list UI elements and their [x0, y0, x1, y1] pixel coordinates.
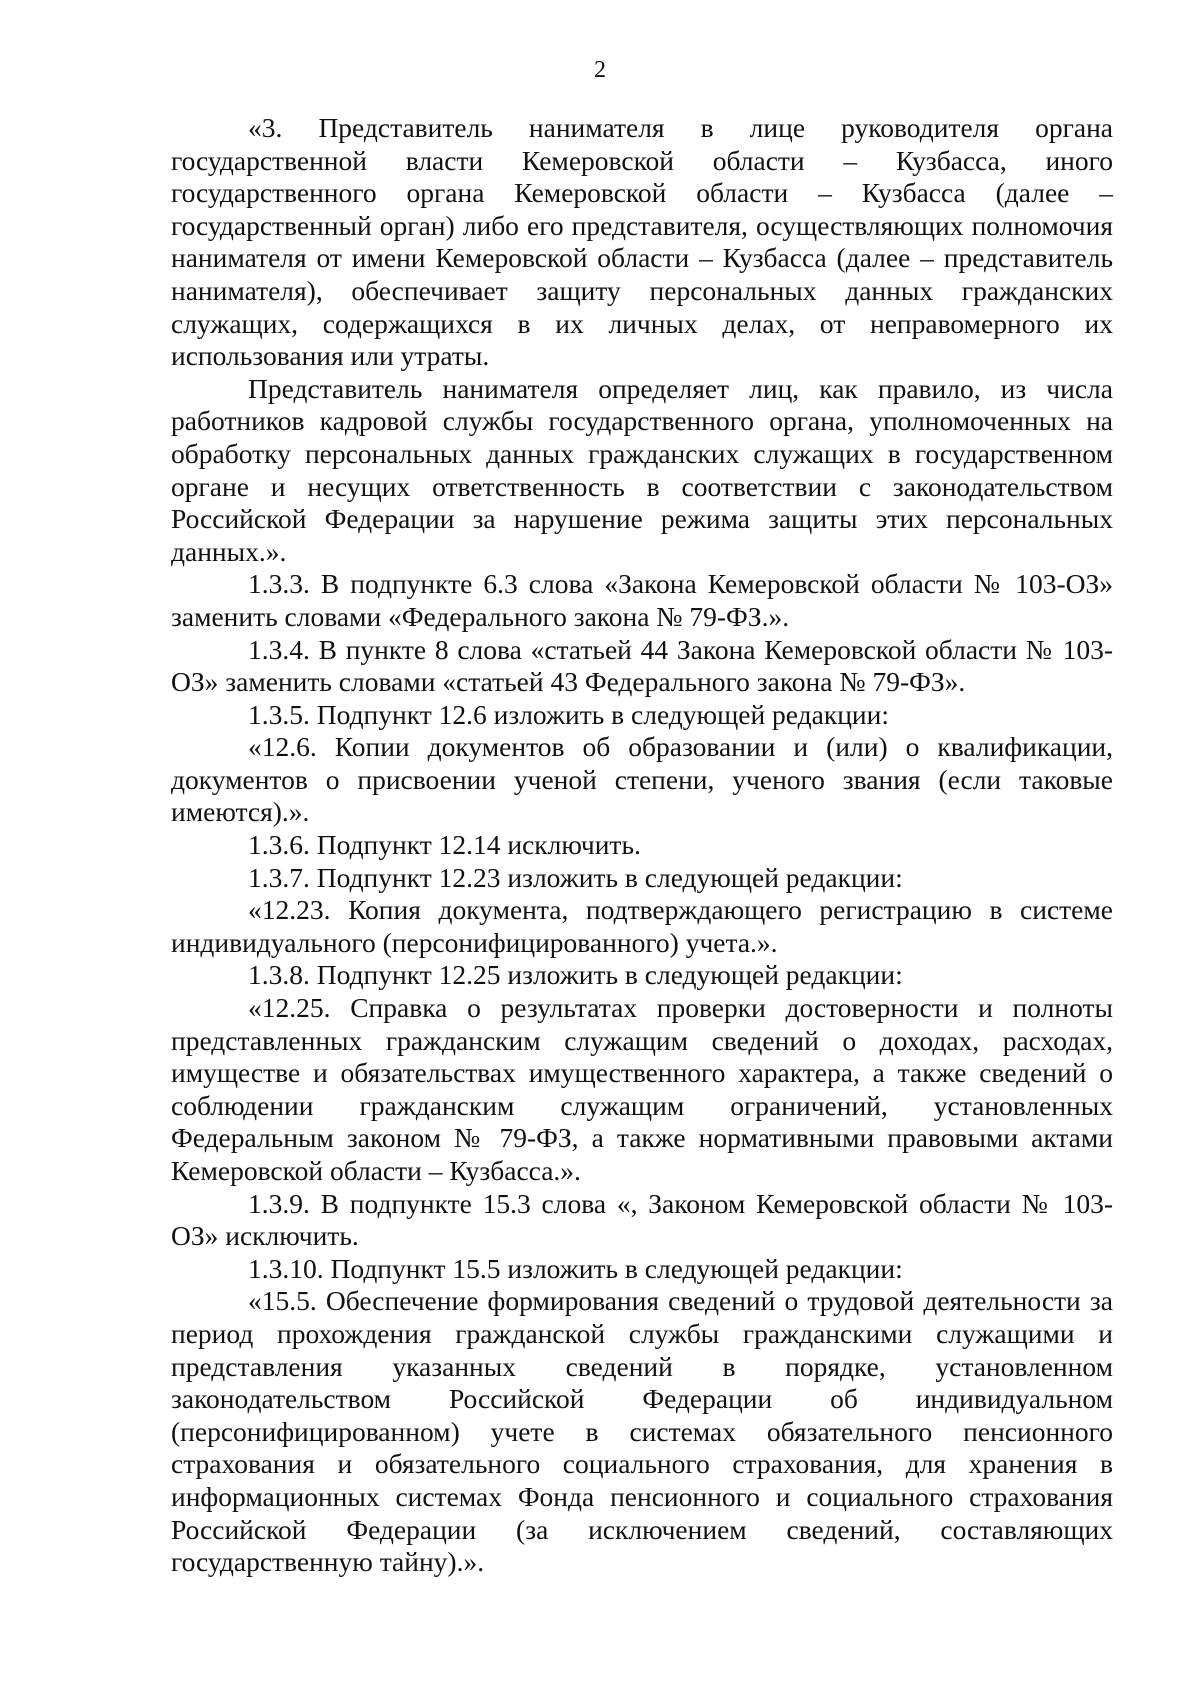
- paragraph-representative-duties: Представитель нанимателя определяет лиц, как правило, из числа работников кадровой службы государственного органа, уполномоченных на обработку персональных данных гражданских служащих в государственном органе и несущих ответственность в соответствии с законодательством Российской Федерации за нарушение режима защиты этих персональных данных.».: [171, 372, 1113, 567]
- paragraph-1-3-3: 1.3.3. В подпункте 6.3 слова «Закона Кемеровской области № 103-ОЗ» заменить словами «Федерального закона № 79-ФЗ.».: [171, 568, 1113, 632]
- paragraph-1-3-8: 1.3.8. Подпункт 12.25 изложить в следующей редакции:: [248, 959, 903, 991]
- paragraph-15-5: «15.5. Обеспечение формирования сведений о трудовой деятельности за период прохождения гражданской службы гражданскими служащими и представления указанных сведений в порядке, установленном законодательством Российской Федерации об индивидуальном (персонифицированном) учете в системах обязательного пенсионного страхования и обязательного социального страхования, для хранения в информационных системах Фонда пенсионного и социального страхования Российской Федерации (за исключением сведений, составляющих государственную тайну).».: [171, 1285, 1113, 1578]
- paragraph-1-3-5: 1.3.5. Подпункт 12.6 изложить в следующей редакции:: [248, 698, 889, 730]
- paragraph-12-6: «12.6. Копии документов об образовании и (или) о квалификации, документов о присвоении ученой степени, ученого звания (если таковые имеются).».: [171, 731, 1113, 828]
- page-number: 2: [594, 57, 606, 83]
- paragraph-12-25: «12.25. Справка о результатах проверки достоверности и полноты представленных гражданским служащим сведений о доходах, расходах, имуществе и обязательствах имущественного характера, а также сведений о соблюдении гражданским служащим ограничений, установленных Федеральным законом № 79-ФЗ, а также нормативными правовыми актами Кемеровской области – Кузбасса.».: [171, 992, 1113, 1186]
- paragraph-item-3: «3. Представитель нанимателя в лице руководителя органа государственной власти Кемеровской области – Кузбасса, иного государственного органа Кемеровской области – Кузбасса (далее – государственный орган) либо его представителя, осуществляющих полномочия нанимателя от имени Кемеровской области – Кузбасса (далее – представитель нанимателя), обеспечивает защиту персональных данных гражданских служащих, содержащихся в их личных делах, от неправомерного их использования или утраты.: [171, 112, 1113, 372]
- paragraph-1-3-6: 1.3.6. Подпункт 12.14 исключить.: [248, 829, 641, 861]
- paragraph-12-23: «12.23. Копия документа, подтверждающего регистрацию в системе индивидуального (персонифицированного) учета.».: [171, 894, 1113, 958]
- paragraph-1-3-4: 1.3.4. В пункте 8 слова «статьей 44 Закона Кемеровской области № 103-ОЗ» заменить словами «статьей 43 Федерального закона № 79-ФЗ».: [171, 633, 1113, 698]
- paragraph-1-3-9: 1.3.9. В подпункте 15.3 слова «, Законом Кемеровской области № 103-ОЗ» исключить.: [171, 1187, 1113, 1252]
- paragraph-1-3-7: 1.3.7. Подпункт 12.23 изложить в следующей редакции:: [248, 861, 903, 893]
- paragraph-1-3-10: 1.3.10. Подпункт 15.5 изложить в следующей редакции:: [248, 1252, 903, 1284]
- document-body: [171, 112, 1113, 1579]
